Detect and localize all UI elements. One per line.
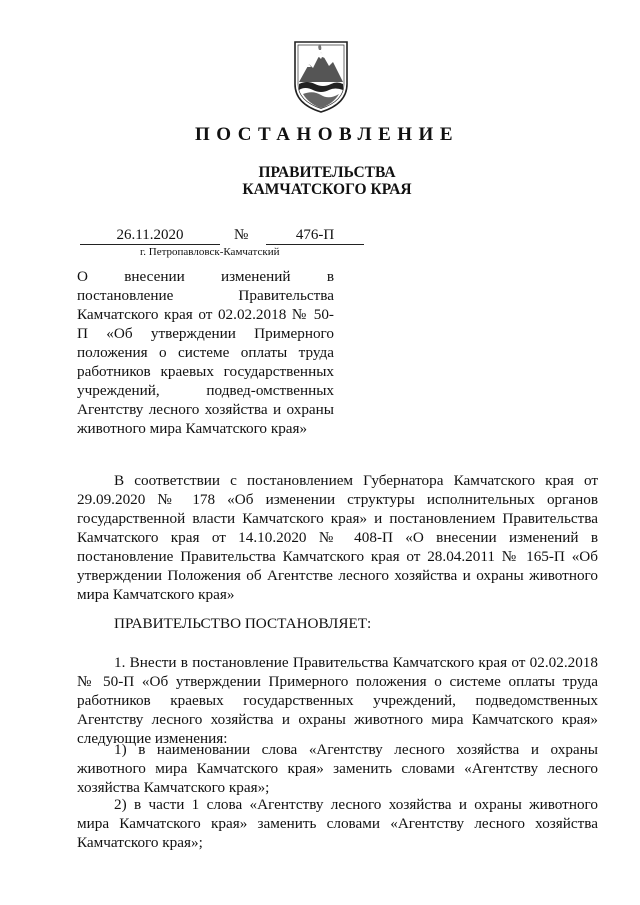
- number-sign: №: [234, 227, 249, 243]
- decree-date: 26.11.2020: [80, 227, 220, 245]
- decree-number: 476-П: [266, 227, 364, 245]
- document-title: ПОСТАНОВЛЕНИЕ: [194, 124, 460, 145]
- item-1-2-paragraph: 2) в части 1 слова «Агентству лесного хозяйства и охраны животного мира Камчатского края» заменить словами «Агентству лесного хозяйства Камчатского края»;: [77, 796, 598, 851]
- item-1-paragraph: 1. Внести в постановление Правительства Камчатского края от 02.02.2018 № 50-П «Об утверждении Примерного положения о системе оплаты труда работников краевых государственных учреждений, подведомственных Агентству лесного хозяйства и охраны животного мира Камчатского края» следующие изменения:: [77, 654, 598, 747]
- item-1-1-paragraph: 1) в наименовании слова «Агентству лесного хозяйства и охраны животного мира Камчатского края» заменить словами «Агентству лесного хозяйства Камчатского края»;: [77, 741, 598, 796]
- reference-title: О внесении изменений в постановление Правительства Камчатского края от 02.02.2018 № 50-П «Об утверждении Примерного положения о системе оплаты труда работников краевых государственных учреждений, подвед-омственных Агентству лесного хозяйства и охраны животного мира Камчатского края»: [77, 268, 334, 437]
- preamble-paragraph: В соответствии с постановлением Губернатора Камчатского края от 29.09.2020 № 178 «Об изменении структуры исполнительных органов государственной власти Камчатского края» и постановлением Правительства Камчатского края от 14.10.2020 № 408-П «О внесении изменений в постановление Правительства Камчатского края от 28.04.2011 № 165-П «Об утверждении Положения об Агентстве лесного хозяйства и охраны животного мира Камчатского края»: [77, 472, 598, 603]
- issuer-line-1: ПРАВИТЕЛЬСТВА: [258, 164, 396, 181]
- kamchatka-coat-of-arms-icon: [291, 40, 351, 114]
- decree-meta-row: [80, 227, 364, 245]
- resolves-line: ПРАВИТЕЛЬСТВО ПОСТАНОВЛЯЕТ:: [114, 615, 372, 632]
- issuer-line-2: КАМЧАТСКОГО КРАЯ: [242, 181, 412, 198]
- decree-city: г. Петропавловск-Камчатский: [140, 246, 280, 258]
